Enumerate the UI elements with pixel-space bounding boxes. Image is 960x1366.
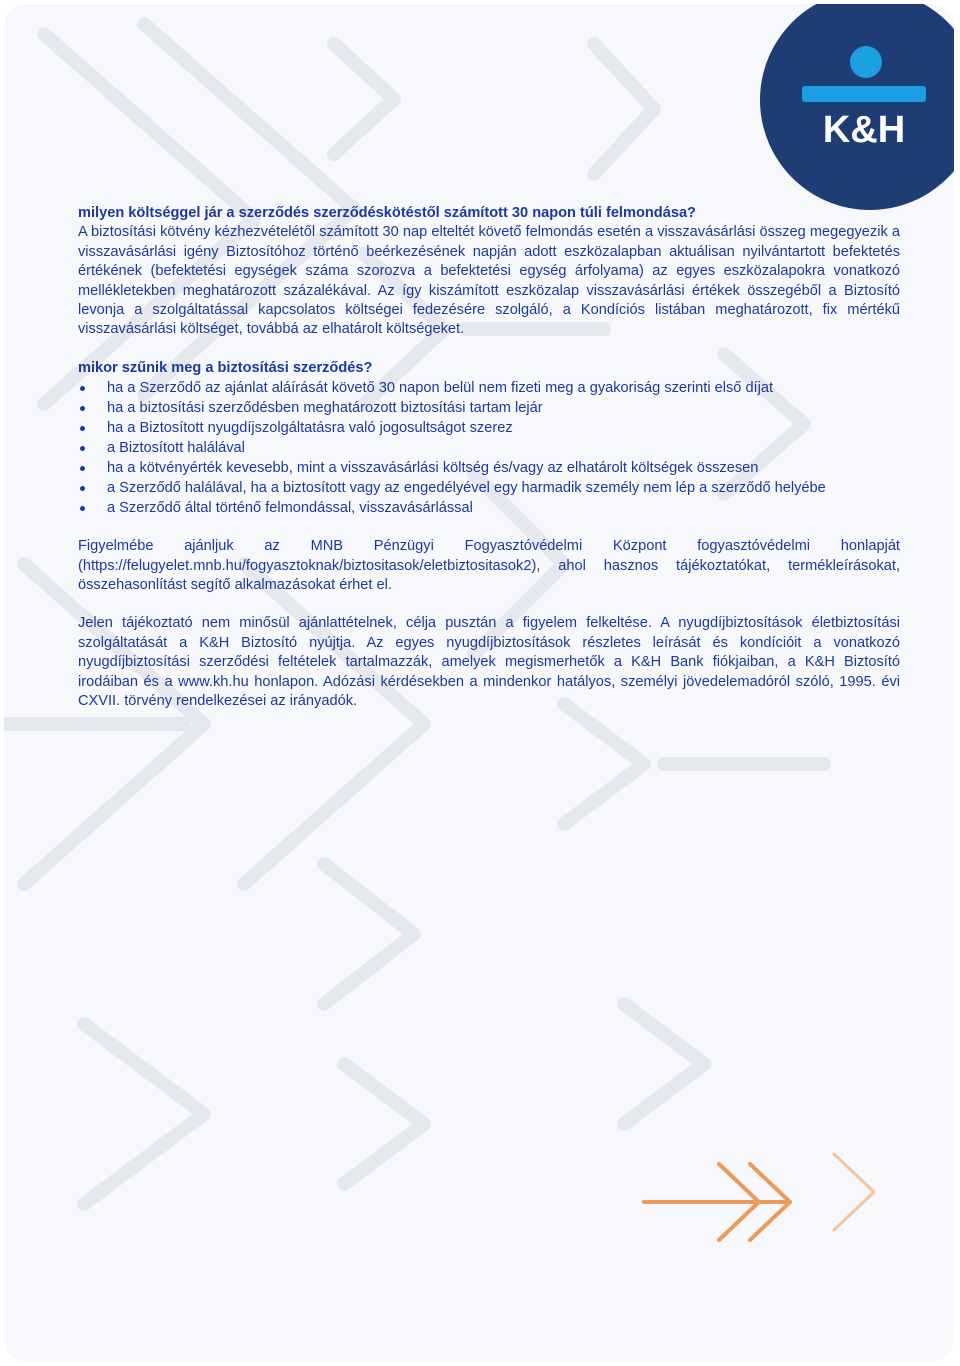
section1-body: A biztosítási kötvény kézhezvételétől számított 30 nap elteltét követő felmondás esetén a visszavásárlási összeg megegyezik a visszavásárlási igény Biztosítóhoz történő beérkezésének napján adott eszközalapban aktuálisan nyilvántartott befektetés értékének (befektetési egységek száma szorozva a befektetési egység árfolyama) az egyes eszközalapokra vonatkozó mellékletekben meghatározott százalékával. Az így kiszámított eszközalap visszavásárlási értékek összegéből a Biztosító levonja a szolgáltatással kapcsolatos költségei fedezésére szolgáló, a Kondíciós listában meghatározott, fix mértékű visszavásárlási költséget, továbbá az elhatárolt költségeket. (78, 224, 900, 338)
logo-text: K&H (822, 109, 906, 151)
list-item: ha a Biztosított nyugdíjszolgáltatásra való jogosultságot szerez (78, 418, 900, 438)
termination-list (78, 378, 900, 518)
list-item: a Biztosított halálával (78, 438, 900, 458)
list-item: a Szerződő által történő felmondással, visszavásárlással (78, 498, 900, 518)
section2-heading: mikor szűnik meg a biztosítási szerződés? (78, 359, 373, 376)
section1-heading: milyen költséggel jár a szerződés szerződéskötéstől számított 30 napon túli felmondása? (78, 205, 696, 221)
logo-circle (760, 4, 954, 210)
list-item: ha a kötvényérték kevesebb, mint a visszavásárlási költség és/vagy az elhatárolt költségek összesen (78, 458, 900, 478)
disclaimer-paragraph: Jelen tájékoztató nem minősül ajánlattételnek, célja pusztán a figyelem felkeltése. A nyugdíjbiztosítások életbiztosítási szolgáltatását a K&H Biztosító nyújtja. Az egyes nyugdíjbiztosítások részletes leírását és kondícióit a vonatkozó nyugdíjbiztosítási szerződési feltételek tartalmazzák, amelyek megismerhetők a K&H Bank fiókjaiban, a K&H Biztosító irodáiban és a www.kh.hu honlapon. Adózási kérdésekben a mindenkor hatályos, személyi jövedelemadóról szóló, 1995. évi CXVII. törvény rendelkezései az irányadók. (78, 615, 900, 710)
kh-logo (760, 4, 954, 210)
list-item: ha a Szerződő az ajánlat aláírását követő 30 napon belül nem fizeti meg a gyakoriság szerinti első díjat (78, 378, 900, 398)
list-item: a Szerződő halálával, ha a biztosított vagy az engedélyével egy harmadik személy nem lép a szerződő helyébe (78, 478, 900, 498)
document-content (78, 204, 900, 712)
list-item: ha a biztosítási szerződésben meghatározott biztosítási tartam lejár (78, 398, 900, 418)
mnb-paragraph: Figyelmébe ajánljuk az MNB Pénzügyi Fogyasztóvédelmi Központ fogyasztóvédelmi honlapját (https://felugyelet.mnb.hu/fogyasztoknak/biztositasok/eletbiztositasok2), ahol hasznos tájékoztatókat, termékleírásokat, összehasonlítást segítő alkalmazásokat érhet el. (78, 538, 900, 594)
document-page (4, 4, 954, 1362)
